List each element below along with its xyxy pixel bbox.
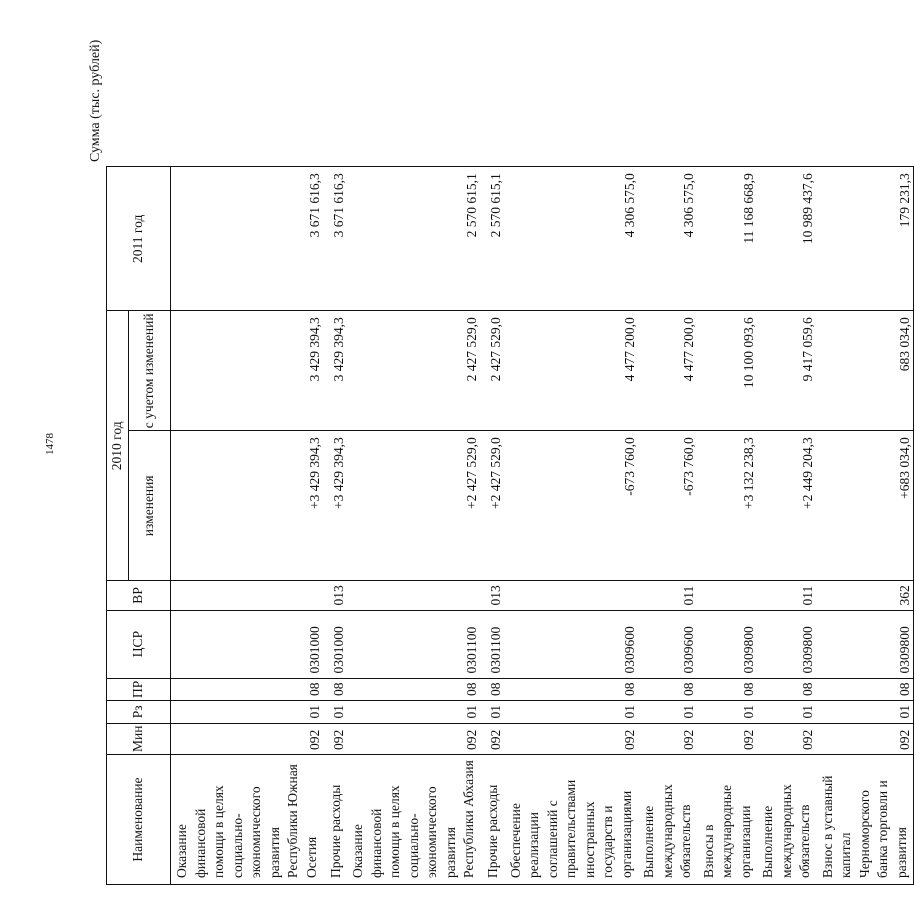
cell-with-changes: 3 429 394,3 — [323, 311, 347, 431]
cell-vr: 362 — [817, 581, 914, 610]
table-row — [347, 167, 481, 885]
cell-csr: 0309800 — [817, 610, 914, 678]
cell-csr: 0301100 — [481, 610, 505, 678]
cell-csr: 0301000 — [171, 610, 324, 678]
header-vr: ВР — [107, 581, 171, 610]
header-2011: 2011 год — [107, 167, 171, 311]
cell-vr — [698, 581, 758, 610]
cell-changes: +2 427 529,0 — [481, 431, 505, 581]
cell-2011: 4 306 575,0 — [505, 167, 639, 311]
cell-vr: 013 — [323, 581, 347, 610]
cell-name: Прочие расходы — [323, 755, 347, 885]
cell-min: 092 — [347, 723, 481, 754]
cell-pr: 08 — [347, 678, 481, 701]
page-number: 1478 — [44, 433, 56, 455]
cell-pr: 08 — [698, 678, 758, 701]
cell-changes: -673 760,0 — [638, 431, 698, 581]
cell-vr — [347, 581, 481, 610]
cell-pr: 08 — [323, 678, 347, 701]
cell-changes: +3 429 394,3 — [323, 431, 347, 581]
cell-2011: 2 570 615,1 — [347, 167, 481, 311]
cell-csr: 0309600 — [505, 610, 639, 678]
header-with-changes: с учетом изменений — [129, 311, 171, 431]
cell-with-changes: 10 100 093,6 — [698, 311, 758, 431]
cell-name: Оказание финансовой помощи в целях социально-экономического развития Республики Абхазия — [347, 755, 481, 885]
cell-changes: +2 427 529,0 — [347, 431, 481, 581]
cell-name: Выполнение международных обязательств — [638, 755, 698, 885]
cell-changes: +3 429 394,3 — [171, 431, 324, 581]
cell-csr: 0309800 — [698, 610, 758, 678]
cell-rz: 01 — [347, 701, 481, 724]
cell-rz: 01 — [638, 701, 698, 724]
header-rz: Рз — [107, 701, 171, 724]
cell-min: 092 — [171, 723, 324, 754]
cell-changes: +2 449 204,3 — [757, 431, 817, 581]
cell-name: Обеспечение реализации соглашений с правительствами иностранных государств и организациями — [505, 755, 639, 885]
cell-name: Взнос в уставный капитал Черноморского банка торговли и развития — [817, 755, 914, 885]
cell-vr — [505, 581, 639, 610]
cell-csr: 0309600 — [638, 610, 698, 678]
table-row — [171, 167, 324, 885]
cell-rz: 01 — [698, 701, 758, 724]
cell-pr: 08 — [505, 678, 639, 701]
cell-with-changes: 2 427 529,0 — [481, 311, 505, 431]
cell-2011: 3 671 616,3 — [171, 167, 324, 311]
cell-with-changes: 3 429 394,3 — [171, 311, 324, 431]
cell-2011: 4 306 575,0 — [638, 167, 698, 311]
cell-pr: 08 — [817, 678, 914, 701]
cell-min: 092 — [505, 723, 639, 754]
cell-min: 092 — [757, 723, 817, 754]
cell-rz: 01 — [757, 701, 817, 724]
cell-with-changes: 4 477 200,0 — [505, 311, 639, 431]
cell-pr: 08 — [171, 678, 324, 701]
cell-vr — [171, 581, 324, 610]
cell-rz: 01 — [171, 701, 324, 724]
header-changes: изменения — [129, 431, 171, 581]
table-row — [505, 167, 639, 885]
table-row — [817, 167, 914, 885]
cell-with-changes: 2 427 529,0 — [347, 311, 481, 431]
cell-name: Прочие расходы — [481, 755, 505, 885]
cell-csr: 0301000 — [323, 610, 347, 678]
table-header — [107, 167, 171, 885]
cell-changes: +683 034,0 — [817, 431, 914, 581]
cell-pr: 08 — [481, 678, 505, 701]
cell-min: 092 — [481, 723, 505, 754]
table-body — [171, 167, 914, 885]
cell-2011: 11 168 668,9 — [698, 167, 758, 311]
cell-2011: 10 989 437,6 — [757, 167, 817, 311]
cell-changes: -673 760,0 — [505, 431, 639, 581]
cell-name: Оказание финансовой помощи в целях социально-экономического развития Республики Южная Осетия — [171, 755, 324, 885]
table-row — [481, 167, 505, 885]
header-name: Наименование — [107, 755, 171, 885]
header-csr: ЦСР — [107, 610, 171, 678]
cell-rz: 01 — [817, 701, 914, 724]
cell-min: 092 — [698, 723, 758, 754]
budget-table — [106, 166, 914, 885]
cell-2011: 3 671 616,3 — [323, 167, 347, 311]
cell-changes: +3 132 238,3 — [698, 431, 758, 581]
table-row — [757, 167, 817, 885]
cell-name: Выполнение международных обязательств — [757, 755, 817, 885]
cell-2011: 2 570 615,1 — [481, 167, 505, 311]
cell-with-changes: 9 417 059,6 — [757, 311, 817, 431]
header-2010: 2010 год — [107, 311, 129, 581]
cell-with-changes: 683 034,0 — [817, 311, 914, 431]
cell-min: 092 — [817, 723, 914, 754]
cell-rz: 01 — [481, 701, 505, 724]
cell-pr: 08 — [638, 678, 698, 701]
cell-rz: 01 — [323, 701, 347, 724]
cell-vr: 013 — [481, 581, 505, 610]
table-row — [698, 167, 758, 885]
cell-min: 092 — [638, 723, 698, 754]
cell-vr: 011 — [757, 581, 817, 610]
cell-with-changes: 4 477 200,0 — [638, 311, 698, 431]
cell-rz: 01 — [505, 701, 639, 724]
table-row — [323, 167, 347, 885]
cell-name: Взносы в международные организации — [698, 755, 758, 885]
units-caption: Сумма (тыс. рублей) — [88, 39, 103, 162]
cell-vr: 011 — [638, 581, 698, 610]
table-row — [638, 167, 698, 885]
cell-2011: 179 231,3 — [817, 167, 914, 311]
cell-csr: 0301100 — [347, 610, 481, 678]
cell-pr: 08 — [757, 678, 817, 701]
header-pr: ПР — [107, 678, 171, 701]
cell-min: 092 — [323, 723, 347, 754]
cell-csr: 0309800 — [757, 610, 817, 678]
header-min: Мин — [107, 723, 171, 754]
